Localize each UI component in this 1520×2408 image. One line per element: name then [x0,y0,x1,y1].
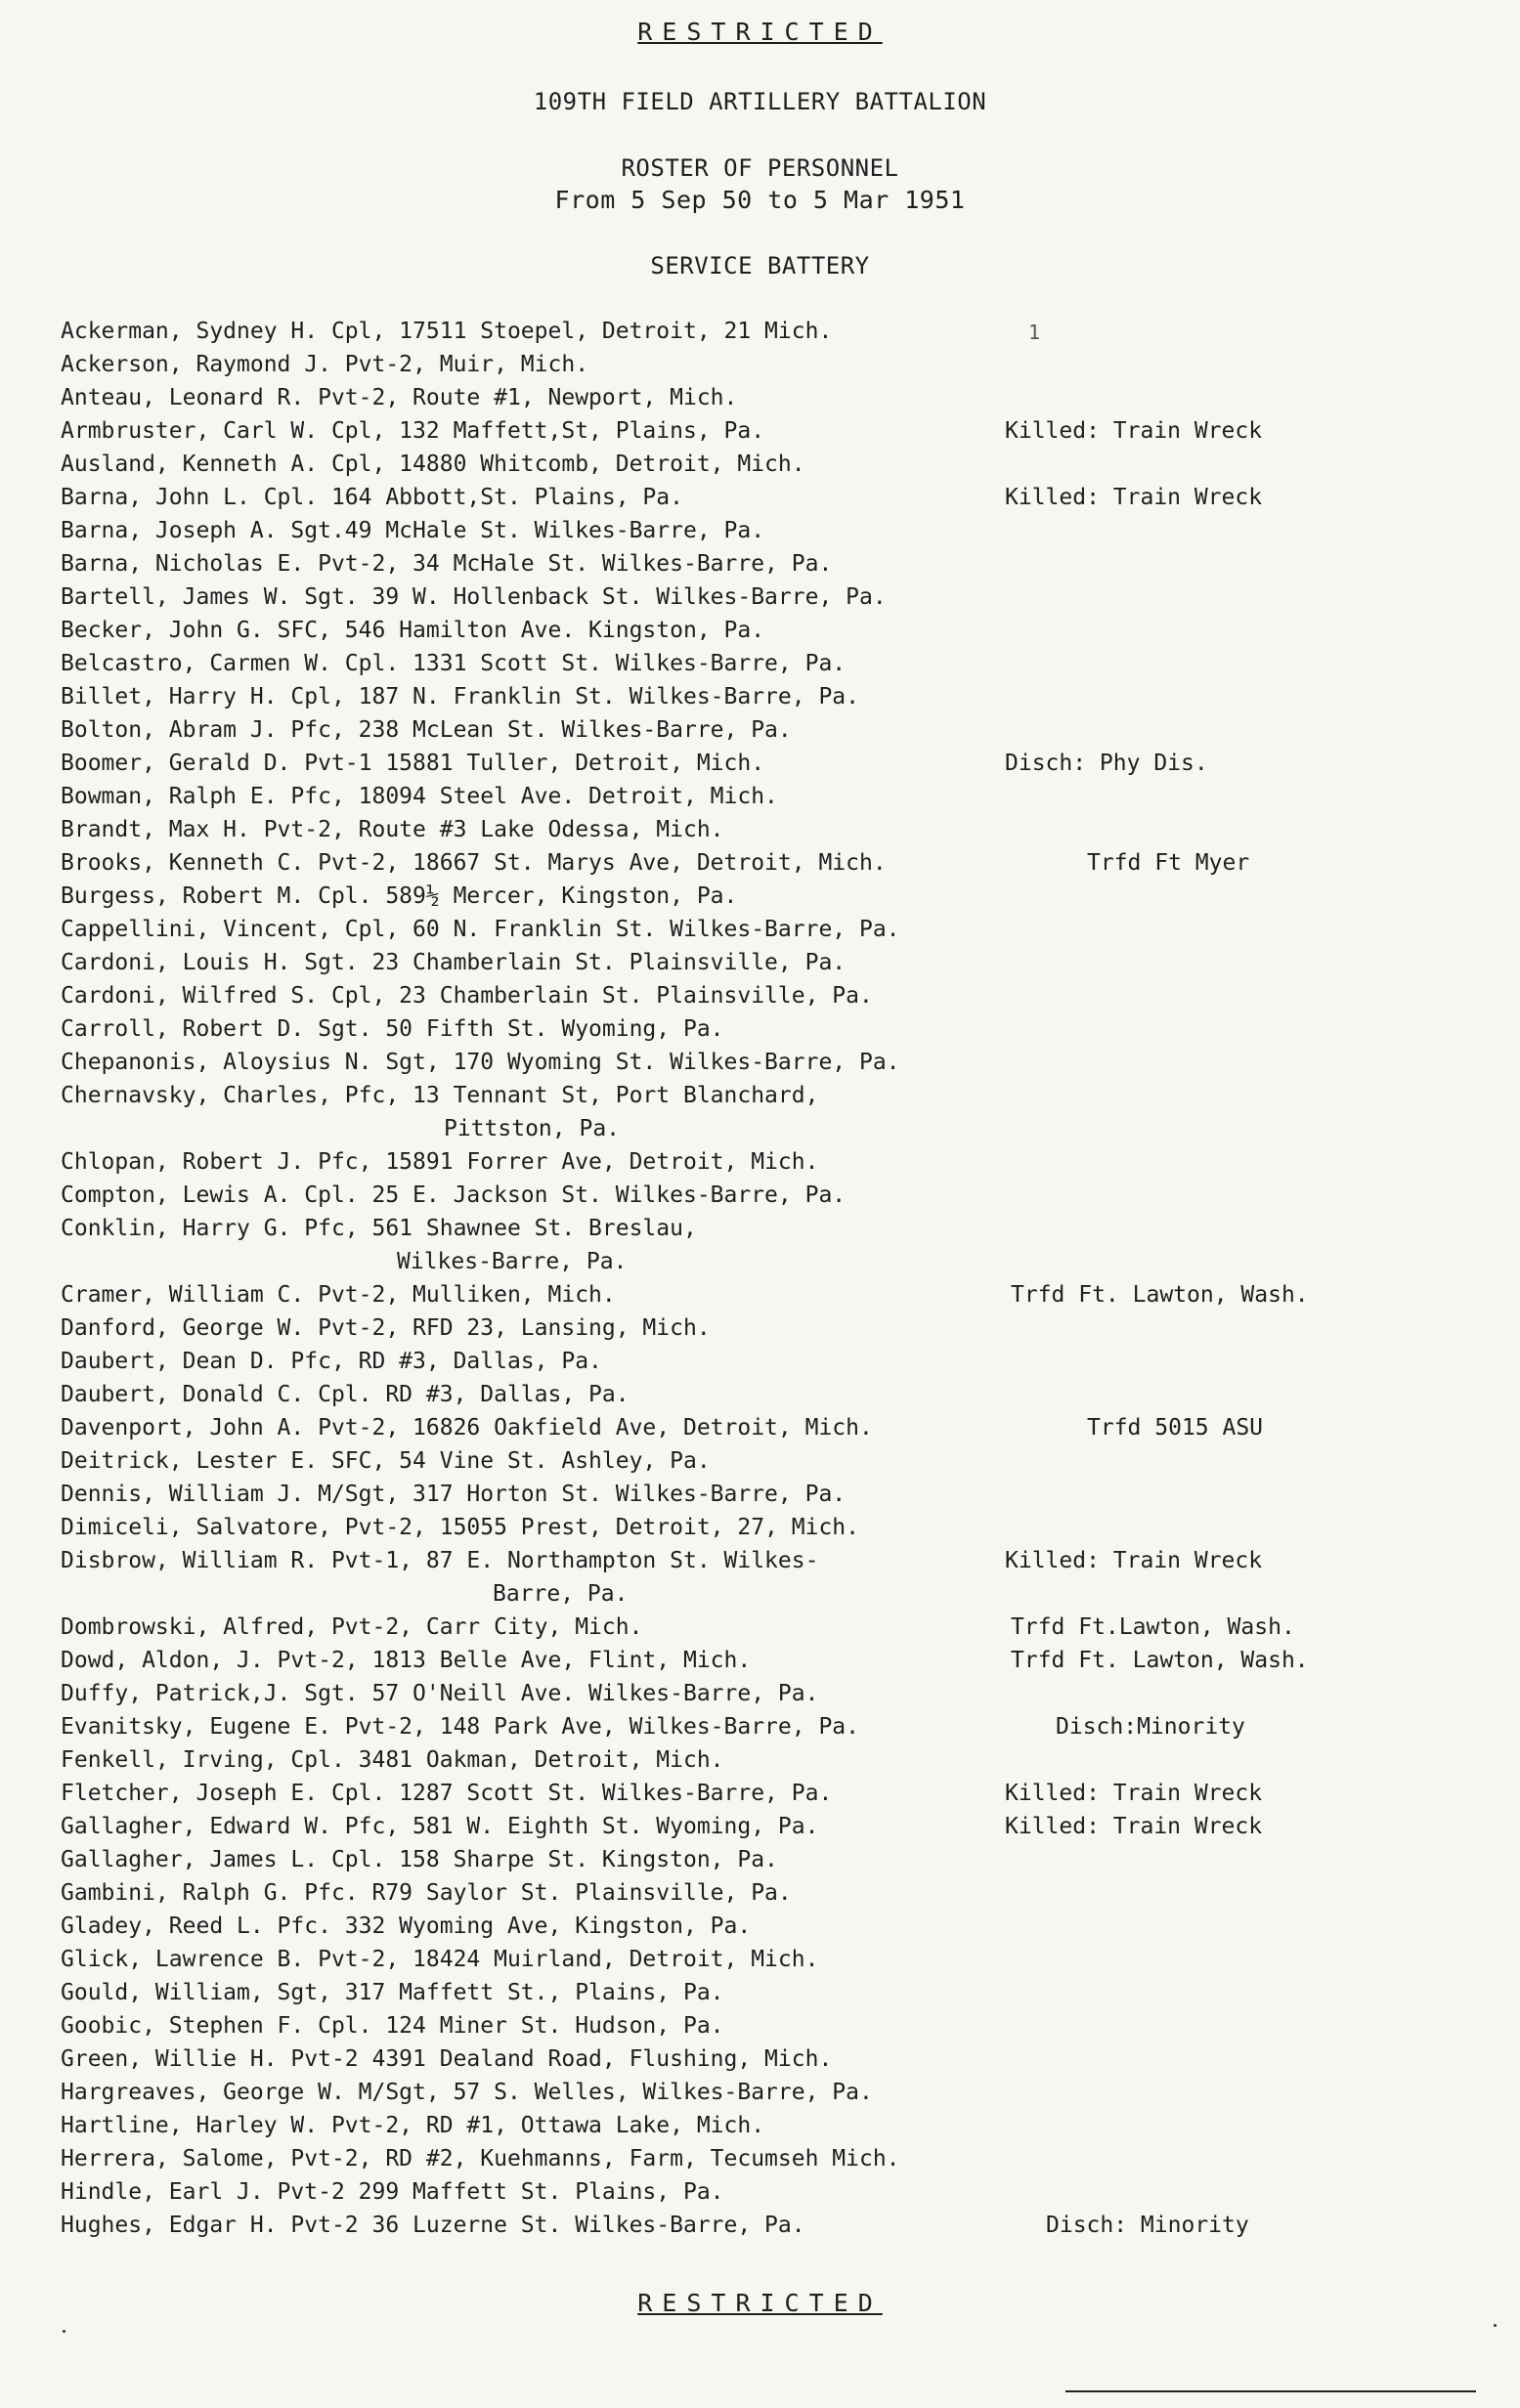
roster-entry-text: Gambini, Ralph G. Pfc. R79 Saylor St. Plainsville, Pa. [61,1880,792,1906]
roster-entry-remark: Disch:Minority [1056,1714,1245,1740]
roster-entry-continuation: Wilkes-Barre, Pa. [397,1249,628,1274]
roster-entry-text: Billet, Harry H. Cpl, 187 N. Franklin St. Wilkes-Barre, Pa. [61,684,859,710]
roster-entry [61,481,1449,514]
roster-entry-text: Hartline, Harley W. Pvt-2, RD #1, Ottawa Lake, Mich. [61,2113,765,2138]
roster-entry-text: Hindle, Earl J. Pvt-2 299 Maffett St. Plains, Pa. [61,2179,724,2205]
roster-entry-remark: Killed: Train Wreck [1005,1548,1263,1573]
roster-entry-text: Daubert, Dean D. Pfc, RD #3, Dallas, Pa. [61,1349,602,1374]
roster-entry-text: Dimiceli, Salvatore, Pvt-2, 15055 Prest, Detroit, 27, Mich. [61,1515,859,1540]
roster-entry-text: Glick, Lawrence B. Pvt-2, 18424 Muirland, Detroit, Mich. [61,1947,819,1972]
roster-entry-text: Green, Willie H. Pvt-2 4391 Dealand Road, Flushing, Mich. [61,2046,833,2072]
roster-entry [61,1943,1449,1976]
roster-entry-text: Conklin, Harry G. Pfc, 561 Shawnee St. Breslau, [61,1216,697,1241]
roster-entry-text: Duffy, Patrick,J. Sgt. 57 O'Neill Ave. Wilkes-Barre, Pa. [61,1681,819,1706]
roster-entry [61,647,1449,680]
roster-entry-text: Fenkell, Irving, Cpl. 3481 Oakman, Detroit, Mich. [61,1747,724,1773]
personnel-list [61,315,1449,2242]
roster-entry-text: Cardoni, Louis H. Sgt. 23 Chamberlain St. Plainsville, Pa. [61,950,847,975]
roster-entry-text: Goobic, Stephen F. Cpl. 124 Miner St. Hudson, Pa. [61,2013,724,2039]
roster-entry-remark: Trfd Ft. Lawton, Wash. [1011,1282,1309,1308]
roster-entry [61,2109,1449,2142]
roster-entry [61,1611,1449,1644]
roster-entry-text: Ausland, Kenneth A. Cpl, 14880 Whitcomb, Detroit, Mich. [61,452,805,477]
roster-entry-remark: Trfd Ft.Lawton, Wash. [1011,1614,1295,1640]
battery-title: SERVICE BATTERY [650,252,870,280]
roster-entry [61,1179,1449,1212]
roster-title: ROSTER OF PERSONNEL [621,154,899,182]
roster-entry-text: Bartell, James W. Sgt. 39 W. Hollenback St. Wilkes-Barre, Pa. [61,584,887,610]
classification-header [0,18,1520,46]
roster-entry [61,1378,1449,1411]
roster-entry [61,680,1449,713]
roster-entry [61,946,1449,979]
roster-entry [61,2209,1449,2242]
paper-speck [1494,2324,1497,2327]
roster-entry-text: Ackerson, Raymond J. Pvt-2, Muir, Mich. [61,352,589,377]
roster-entry-text: Chlopan, Robert J. Pfc, 15891 Forrer Ave, Detroit, Mich. [61,1149,819,1175]
roster-entry-text: Carroll, Robert D. Sgt. 50 Fifth St. Wyoming, Pa. [61,1016,724,1042]
roster-entry [61,1544,1449,1611]
roster-entry-text: Brooks, Kenneth C. Pvt-2, 18667 St. Marys Ave, Detroit, Mich. [61,850,887,876]
bottom-rule [1065,2390,1476,2392]
roster-entry-text: Dennis, William J. M/Sgt, 317 Horton St. Wilkes-Barre, Pa. [61,1482,847,1507]
roster-entry-text: Compton, Lewis A. Cpl. 25 E. Jackson St. Wilkes-Barre, Pa. [61,1182,847,1208]
roster-entry [61,2009,1449,2042]
roster-entry-text: Danford, George W. Pvt-2, RFD 23, Lansing, Mich. [61,1315,711,1341]
roster-entry [61,414,1449,448]
roster-entry [61,1710,1449,1743]
roster-entry [61,747,1449,780]
paper-speck [63,2330,65,2333]
roster-entry [61,1444,1449,1478]
roster-entry-text: Hughes, Edgar H. Pvt-2 36 Luzerne St. Wilkes-Barre, Pa. [61,2213,805,2238]
roster-entry [61,1411,1449,1444]
roster-entry-text: Bowman, Ralph E. Pfc, 18094 Steel Ave. Detroit, Mich. [61,784,778,809]
roster-entry-text: Brandt, Max H. Pvt-2, Route #3 Lake Odessa, Mich. [61,817,724,842]
roster-entry-text: Gallagher, James L. Cpl. 158 Sharpe St. Kingston, Pa. [61,1847,778,1872]
roster-entry-remark: Trfd 5015 ASU [1087,1415,1264,1440]
roster-entry [61,1145,1449,1179]
roster-entry-text: Chepanonis, Aloysius N. Sgt, 170 Wyoming St. Wilkes-Barre, Pa. [61,1050,900,1075]
roster-entry-text: Davenport, John A. Pvt-2, 16826 Oakfield Ave, Detroit, Mich. [61,1415,873,1440]
roster-entry-text: Herrera, Salome, Pvt-2, RD #2, Kuehmanns, Farm, Tecumseh Mich. [61,2146,900,2172]
roster-entry [61,1478,1449,1511]
roster-entry-text: Bolton, Abram J. Pfc, 238 McLean St. Wilkes-Barre, Pa. [61,717,792,743]
roster-entry-text: Gladey, Reed L. Pfc. 332 Wyoming Ave, Kingston, Pa. [61,1914,752,1939]
roster-entry-text: Deitrick, Lester E. SFC, 54 Vine St. Ashley, Pa. [61,1448,711,1474]
roster-entry [61,514,1449,547]
roster-entry-text: Cappellini, Vincent, Cpl, 60 N. Franklin St. Wilkes-Barre, Pa. [61,917,900,942]
roster-entry [61,1511,1449,1544]
unit-title: 109TH FIELD ARTILLERY BATTALION [533,88,987,115]
roster-entry [61,2175,1449,2209]
roster-entry [61,1079,1449,1145]
roster-entry [61,913,1449,946]
roster-entry-remark: Trfd Ft Myer [1087,850,1250,876]
roster-entry-text: Dombrowski, Alfred, Pvt-2, Carr City, Mich. [61,1614,643,1640]
roster-entry-remark: Disch: Phy Dis. [1005,751,1208,776]
roster-entry [61,1012,1449,1046]
roster-entry [61,547,1449,580]
roster-entry [61,381,1449,414]
roster-entry-text: Ackerman, Sydney H. Cpl, 17511 Stoepel, Detroit, 21 Mich. [61,319,833,344]
roster-entry [61,1910,1449,1943]
roster-entry [61,580,1449,614]
roster-entry [61,1278,1449,1312]
roster-entry-continuation: Pittston, Pa. [444,1116,621,1141]
roster-entry [61,1876,1449,1910]
roster-entry-text: Evanitsky, Eugene E. Pvt-2, 148 Park Ave, Wilkes-Barre, Pa. [61,1714,859,1740]
roster-entry [61,713,1449,747]
roster-entry [61,315,1449,348]
roster-entry-text: Armbruster, Carl W. Cpl, 132 Maffett,St, Plains, Pa. [61,418,765,444]
roster-entry-text: Daubert, Donald C. Cpl. RD #3, Dallas, Pa. [61,1382,630,1407]
roster-entry [61,1644,1449,1677]
roster-entry [61,1345,1449,1378]
roster-entry [61,1810,1449,1843]
roster-entry-text: Chernavsky, Charles, Pfc, 13 Tennant St, Port Blanchard, [61,1083,819,1108]
roster-entry [61,1743,1449,1777]
roster-entry [61,2076,1449,2109]
roster-entry-text: Anteau, Leonard R. Pvt-2, Route #1, Newport, Mich. [61,385,738,410]
roster-entry-text: Boomer, Gerald D. Pvt-1 15881 Tuller, Detroit, Mich. [61,751,765,776]
roster-entry-text: Dowd, Aldon, J. Pvt-2, 1813 Belle Ave, Flint, Mich. [61,1648,752,1673]
roster-entry-text: Cramer, William C. Pvt-2, Mulliken, Mich. [61,1282,616,1308]
roster-entry [61,448,1449,481]
roster-entry [61,813,1449,846]
roster-entry-text: Burgess, Robert M. Cpl. 589½ Mercer, Kingston, Pa. [61,883,738,909]
roster-entry-text: Gould, William, Sgt, 317 Maffett St., Plains, Pa. [61,1980,724,2005]
roster-entry-text: Hargreaves, George W. M/Sgt, 57 S. Welles, Wilkes-Barre, Pa. [61,2080,873,2105]
roster-entry [61,1677,1449,1710]
roster-entry [61,1843,1449,1876]
roster-entry [61,1046,1449,1079]
roster-entry-text: Belcastro, Carmen W. Cpl. 1331 Scott St. Wilkes-Barre, Pa. [61,651,847,676]
roster-entry [61,880,1449,913]
roster-entry [61,1976,1449,2009]
restricted-label: RESTRICTED [637,18,883,46]
roster-period: From 5 Sep 50 to 5 Mar 1951 [554,186,966,214]
roster-entry-text: Barna, Joseph A. Sgt.49 McHale St. Wilkes-Barre, Pa. [61,518,765,543]
roster-entry [61,2042,1449,2076]
roster-entry-text: Barna, Nicholas E. Pvt-2, 34 McHale St. Wilkes-Barre, Pa. [61,551,833,577]
roster-entry-remark: Trfd Ft. Lawton, Wash. [1011,1648,1309,1673]
roster-entry [61,2142,1449,2175]
roster-entry-remark: Killed: Train Wreck [1005,485,1263,510]
roster-entry-remark: Killed: Train Wreck [1005,418,1263,444]
roster-entry-text: Gallagher, Edward W. Pfc, 581 W. Eighth St. Wyoming, Pa. [61,1814,819,1839]
roster-entry [61,348,1449,381]
roster-entry-text: Becker, John G. SFC, 546 Hamilton Ave. Kingston, Pa. [61,618,765,643]
roster-entry-remark: Killed: Train Wreck [1005,1781,1263,1806]
roster-entry-text: Cardoni, Wilfred S. Cpl, 23 Chamberlain St. Plainsville, Pa. [61,983,873,1009]
roster-entry-remark: Killed: Train Wreck [1005,1814,1263,1839]
margin-mark: 1 [1028,321,1041,344]
roster-entry-text: Disbrow, William R. Pvt-1, 87 E. Northampton St. Wilkes- [61,1548,819,1573]
roster-entry [61,1212,1449,1278]
roster-entry-text: Barna, John L. Cpl. 164 Abbott,St. Plains, Pa. [61,485,683,510]
roster-entry [61,979,1449,1012]
roster-entry-continuation: Barre, Pa. [493,1581,629,1607]
restricted-label: RESTRICTED [637,2289,883,2317]
roster-entry-remark: Disch: Minority [1046,2213,1249,2238]
roster-entry [61,780,1449,813]
roster-entry [61,1312,1449,1345]
roster-entry [61,614,1449,647]
classification-footer [0,2289,1520,2317]
roster-entry-text: Fletcher, Joseph E. Cpl. 1287 Scott St. Wilkes-Barre, Pa. [61,1781,833,1806]
roster-entry [61,1777,1449,1810]
roster-entry [61,846,1449,880]
